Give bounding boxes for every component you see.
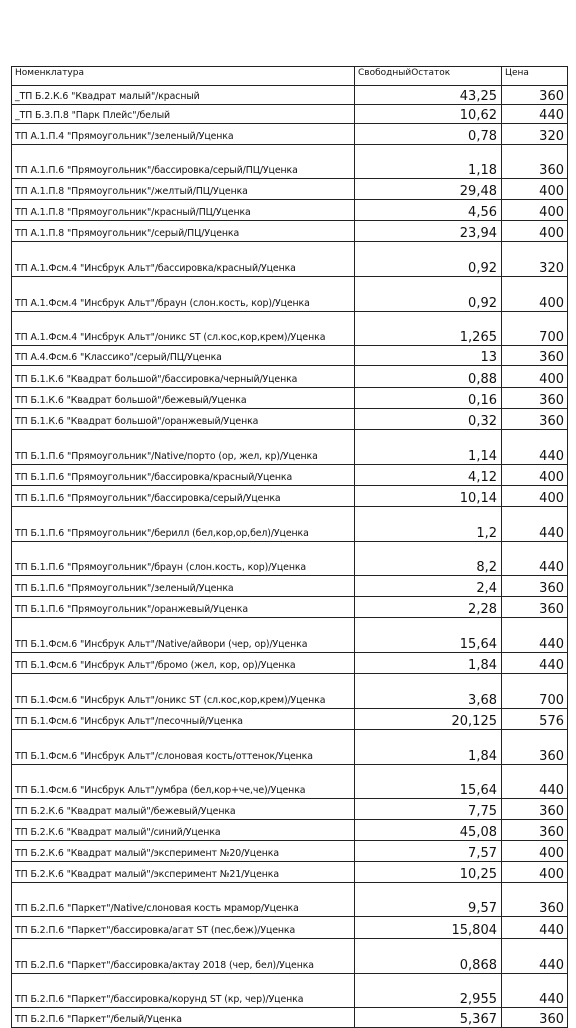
row-price: 360 — [502, 820, 568, 841]
table-row — [12, 765, 568, 799]
table-header-row — [12, 67, 568, 86]
row-qty: 20,125 — [355, 709, 502, 730]
row-name: ТП А.1.Фсм.4 "Инсбрук Альт"/оникс ST (сл.кос,кор,крем)/Уценка — [12, 312, 355, 346]
row-price: 400 — [502, 465, 568, 486]
row-price: 440 — [502, 917, 568, 939]
row-price: 400 — [502, 841, 568, 862]
table-row — [12, 974, 568, 1008]
row-price: 440 — [502, 974, 568, 1008]
row-price: 400 — [502, 221, 568, 242]
table-row — [12, 799, 568, 820]
row-price: 400 — [502, 200, 568, 221]
row-price: 360 — [502, 409, 568, 430]
table-row — [12, 221, 568, 242]
row-qty: 0,868 — [355, 939, 502, 974]
row-name: ТП Б.1.П.6 "Прямоугольник"/бассировка/красный/Уценка — [12, 465, 355, 486]
row-name: ТП А.1.Фсм.4 "Инсбрук Альт"/бассировка/красный/Уценка — [12, 242, 355, 277]
row-qty: 4,56 — [355, 200, 502, 221]
row-qty: 0,92 — [355, 242, 502, 277]
row-qty: 2,955 — [355, 974, 502, 1008]
table-row — [12, 179, 568, 200]
row-qty: 2,28 — [355, 597, 502, 618]
row-price: 440 — [502, 430, 568, 465]
row-qty: 1,14 — [355, 430, 502, 465]
row-qty: 29,48 — [355, 179, 502, 200]
row-price: 360 — [502, 86, 568, 105]
table-row — [12, 730, 568, 765]
row-qty: 43,25 — [355, 86, 502, 105]
table-row — [12, 465, 568, 486]
table-row — [12, 542, 568, 576]
row-qty: 1,2 — [355, 507, 502, 542]
row-name: ТП А.1.П.6 "Прямоугольник"/бассировка/серый/ПЦ/Уценка — [12, 145, 355, 179]
row-qty: 13 — [355, 346, 502, 366]
row-qty: 1,84 — [355, 730, 502, 765]
table-row — [12, 862, 568, 883]
row-qty: 8,2 — [355, 542, 502, 576]
row-name: ТП А.1.Фсм.4 "Инсбрук Альт"/браун (слон.кость, кор)/Уценка — [12, 277, 355, 312]
row-name: ТП Б.1.П.6 "Прямоугольник"/берилл (бел,кор,ор,бел)/Уценка — [12, 507, 355, 542]
row-price: 440 — [502, 105, 568, 124]
row-qty: 0,92 — [355, 277, 502, 312]
row-name: ТП Б.1.П.6 "Прямоугольник"/браун (слон.кость, кор)/Уценка — [12, 542, 355, 576]
row-qty: 15,64 — [355, 618, 502, 653]
row-qty: 10,14 — [355, 486, 502, 507]
table-row — [12, 242, 568, 277]
table-row — [12, 346, 568, 366]
table-row — [12, 145, 568, 179]
stock-table — [11, 66, 568, 1028]
row-price: 700 — [502, 312, 568, 346]
row-price: 400 — [502, 862, 568, 883]
row-price: 360 — [502, 388, 568, 409]
row-qty: 0,16 — [355, 388, 502, 409]
row-name: _ТП Б.2.К.6 "Квадрат малый"/красный — [12, 86, 355, 105]
table-row — [12, 820, 568, 841]
row-price: 440 — [502, 939, 568, 974]
row-name: ТП Б.2.К.6 "Квадрат малый"/бежевый/Уценка — [12, 799, 355, 820]
row-name: ТП Б.1.П.6 "Прямоугольник"/Native/порто (ор, жел, кр)/Уценка — [12, 430, 355, 465]
row-price: 440 — [502, 507, 568, 542]
row-price: 400 — [502, 486, 568, 507]
table-row — [12, 124, 568, 145]
row-qty: 7,75 — [355, 799, 502, 820]
header-qty: СвободныйОстаток — [355, 67, 502, 86]
row-qty: 2,4 — [355, 576, 502, 597]
row-qty: 9,57 — [355, 883, 502, 917]
row-qty: 15,804 — [355, 917, 502, 939]
table-row — [12, 618, 568, 653]
table-row — [12, 277, 568, 312]
row-price: 440 — [502, 542, 568, 576]
row-name: ТП А.1.П.4 "Прямоугольник"/зеленый/Уценка — [12, 124, 355, 145]
table-row — [12, 1008, 568, 1028]
row-name: ТП А.1.П.8 "Прямоугольник"/красный/ПЦ/Уценка — [12, 200, 355, 221]
row-name: ТП Б.1.П.6 "Прямоугольник"/зеленый/Уценка — [12, 576, 355, 597]
row-price: 360 — [502, 145, 568, 179]
table-row — [12, 597, 568, 618]
table-row — [12, 486, 568, 507]
table-row — [12, 709, 568, 730]
row-name: ТП Б.1.П.6 "Прямоугольник"/оранжевый/Уценка — [12, 597, 355, 618]
row-qty: 10,25 — [355, 862, 502, 883]
table-row — [12, 674, 568, 709]
row-price: 360 — [502, 883, 568, 917]
row-qty: 0,88 — [355, 366, 502, 388]
row-name: _ТП Б.3.П.8 "Парк Плейс"/белый — [12, 105, 355, 124]
row-price: 360 — [502, 597, 568, 618]
row-qty: 7,57 — [355, 841, 502, 862]
row-price: 440 — [502, 618, 568, 653]
row-name: ТП Б.2.К.6 "Квадрат малый"/эксперимент №20/Уценка — [12, 841, 355, 862]
row-name: ТП Б.2.К.6 "Квадрат малый"/эксперимент №21/Уценка — [12, 862, 355, 883]
row-price: 320 — [502, 242, 568, 277]
row-qty: 0,32 — [355, 409, 502, 430]
row-name: ТП Б.2.П.6 "Паркет"/бассировка/агат ST (пес,беж)/Уценка — [12, 917, 355, 939]
row-qty: 15,64 — [355, 765, 502, 799]
row-name: ТП Б.1.К.6 "Квадрат большой"/бежевый/Уценка — [12, 388, 355, 409]
row-name: ТП Б.1.Фсм.6 "Инсбрук Альт"/оникс ST (сл.кос,кор,крем)/Уценка — [12, 674, 355, 709]
row-name: ТП Б.1.Фсм.6 "Инсбрук Альт"/песочный/Уценка — [12, 709, 355, 730]
row-price: 360 — [502, 730, 568, 765]
row-qty: 23,94 — [355, 221, 502, 242]
row-price: 400 — [502, 366, 568, 388]
row-name: ТП Б.2.П.6 "Паркет"/бассировка/актау 2018 (чер, бел)/Уценка — [12, 939, 355, 974]
row-name: ТП Б.2.П.6 "Паркет"/бассировка/корунд ST (кр, чер)/Уценка — [12, 974, 355, 1008]
table-row — [12, 883, 568, 917]
row-qty: 1,265 — [355, 312, 502, 346]
row-name: ТП А.4.Фсм.6 "Классико"/серый/ПЦ/Уценка — [12, 346, 355, 366]
row-price: 440 — [502, 765, 568, 799]
table-row — [12, 86, 568, 105]
row-name: ТП Б.1.Фсм.6 "Инсбрук Альт"/слоновая кость/оттенок/Уценка — [12, 730, 355, 765]
row-qty: 3,68 — [355, 674, 502, 709]
table-row — [12, 430, 568, 465]
row-name: ТП Б.1.Фсм.6 "Инсбрук Альт"/умбра (бел,кор+че,че)/Уценка — [12, 765, 355, 799]
row-price: 700 — [502, 674, 568, 709]
row-name: ТП Б.1.К.6 "Квадрат большой"/бассировка/черный/Уценка — [12, 366, 355, 388]
price-sheet — [11, 66, 567, 1028]
header-name: Номенклатура — [12, 67, 355, 86]
table-row — [12, 917, 568, 939]
row-qty: 10,62 — [355, 105, 502, 124]
row-qty: 0,78 — [355, 124, 502, 145]
row-price: 360 — [502, 1008, 568, 1028]
table-row — [12, 507, 568, 542]
row-name: ТП Б.2.П.6 "Паркет"/Native/слоновая кость мрамор/Уценка — [12, 883, 355, 917]
table-row — [12, 105, 568, 124]
row-name: ТП А.1.П.8 "Прямоугольник"/серый/ПЦ/Уценка — [12, 221, 355, 242]
row-name: ТП Б.1.К.6 "Квадрат большой"/оранжевый/Уценка — [12, 409, 355, 430]
header-price: Цена — [502, 67, 568, 86]
table-row — [12, 939, 568, 974]
row-name: ТП Б.1.Фсм.6 "Инсбрук Альт"/бромо (жел, кор, ор)/Уценка — [12, 653, 355, 674]
table-row — [12, 409, 568, 430]
row-name: ТП Б.1.Фсм.6 "Инсбрук Альт"/Native/айвори (чер, ор)/Уценка — [12, 618, 355, 653]
row-price: 400 — [502, 179, 568, 200]
table-row — [12, 200, 568, 221]
table-row — [12, 653, 568, 674]
row-price: 320 — [502, 124, 568, 145]
row-qty: 45,08 — [355, 820, 502, 841]
row-price: 360 — [502, 346, 568, 366]
row-qty: 1,84 — [355, 653, 502, 674]
row-price: 576 — [502, 709, 568, 730]
row-qty: 4,12 — [355, 465, 502, 486]
table-row — [12, 312, 568, 346]
table-row — [12, 366, 568, 388]
row-name: ТП Б.2.П.6 "Паркет"/белый/Уценка — [12, 1008, 355, 1028]
row-price: 360 — [502, 799, 568, 820]
row-price: 360 — [502, 576, 568, 597]
row-price: 440 — [502, 653, 568, 674]
row-name: ТП Б.2.К.6 "Квадрат малый"/синий/Уценка — [12, 820, 355, 841]
row-qty: 5,367 — [355, 1008, 502, 1028]
table-row — [12, 388, 568, 409]
table-row — [12, 841, 568, 862]
row-qty: 1,18 — [355, 145, 502, 179]
row-name: ТП А.1.П.8 "Прямоугольник"/желтый/ПЦ/Уценка — [12, 179, 355, 200]
row-name: ТП Б.1.П.6 "Прямоугольник"/бассировка/серый/Уценка — [12, 486, 355, 507]
table-row — [12, 576, 568, 597]
row-price: 400 — [502, 277, 568, 312]
